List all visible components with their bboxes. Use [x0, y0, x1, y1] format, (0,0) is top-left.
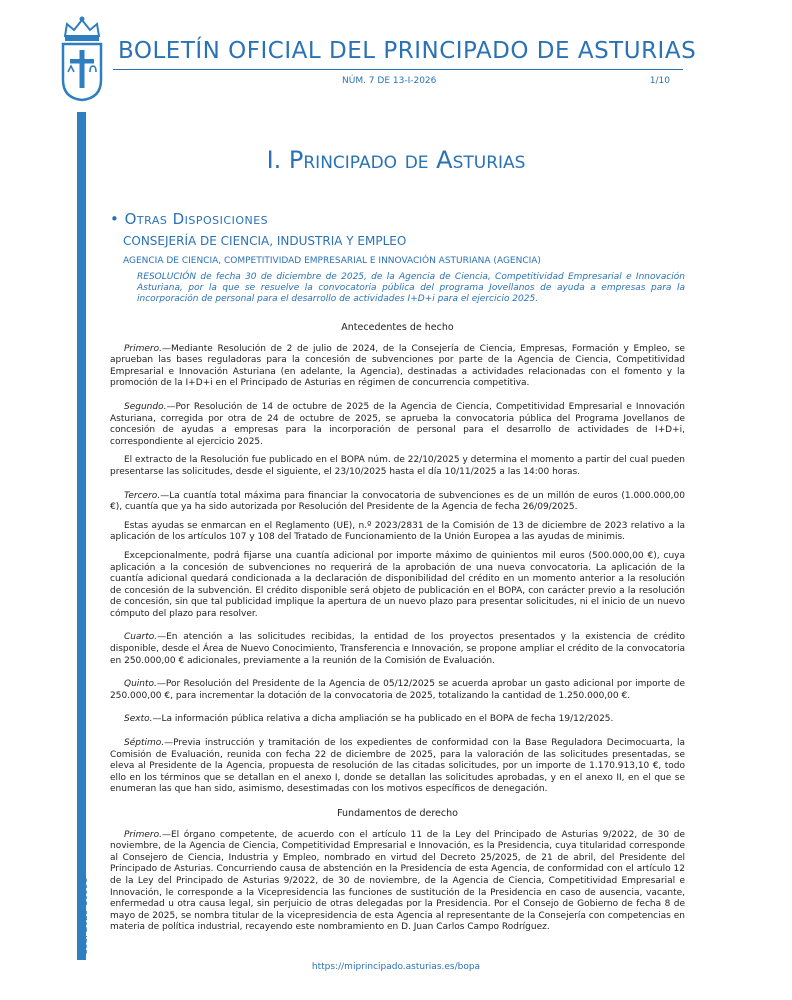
paragraph-lead: Sexto. [124, 714, 153, 725]
paragraph-text: —La información pública relativa a dicha ampliación se ha publicado en el BOPA de fecha 19/12/2025. [152, 714, 614, 725]
sidebar-bar [77, 112, 86, 960]
paragraph [110, 679, 685, 702]
subsection-title: • Otras Disposiciones [110, 210, 269, 228]
paragraph-lead: Cuarto. [124, 632, 158, 643]
resolution-summary: RESOLUCIÓN de fecha 30 de diciembre de 2025, de la Agencia de Ciencia, Competitividad Empresarial e Innovación Asturiana, por la que se resuelve la convocatoria pública del programa Jovellanos de ayuda a empresas para la incorporación de personal para el desarrollo de actividades I+D+i para el ejercicio 2025. [137, 272, 685, 304]
paragraph [110, 551, 685, 621]
antecedentes-heading: Antecedentes de hecho [341, 322, 454, 333]
paragraph [110, 521, 685, 544]
issue-number: NÚM. 7 DE 13-I-2026 [342, 76, 437, 86]
paragraph-text: —La cuantía total máxima para financiar la convocatoria de subvenciones es de un millón de euros (1.000.000,00 €), cuantía que ya ha sido autorizada por Resolución del Presidente de la Agencia de fecha 26/09/2025. [110, 490, 685, 513]
document-body [110, 322, 685, 941]
paragraph [110, 455, 685, 478]
paragraph-text: —En atención a las solicitudes recibidas, la entidad de los proyectos presentados y la existencia de crédito disponible, desde el Área de Nuevo Conocimiento, Transferencia e Innovación, se propone ampliar el crédito de la convocatoria en 250.000,00 € adicionales, previamente a la reunión de la Comisión de Evaluación. [110, 632, 685, 666]
paragraph-lead: Primero. [124, 343, 162, 354]
paragraph [110, 402, 685, 448]
asturias-coat-of-arms-logo [57, 14, 107, 102]
paragraph [110, 491, 685, 514]
section-title: I. Principado de Asturias [266, 146, 526, 174]
paragraph-lead: Séptimo. [124, 738, 165, 749]
ministry-name: CONSEJERÍA DE CIENCIA, INDUSTRIA Y EMPLEO [123, 234, 407, 248]
paragraph [110, 738, 685, 796]
paragraph-text: —Por Resolución del Presidente de la Agencia de 05/12/2025 se acuerda aprobar un gasto adicional por importe de 250.000,00 €, para incrementar la dotación de la convocatoria de 2025, totalizando la cantidad de 1.250.000,00 €. [110, 679, 685, 701]
paragraph-text: —Previa instrucción y tramitación de los expedientes de conformidad con la Base Reguladora Decimocuarta, la Comisión de Evaluación, reunida con fecha 22 de diciembre de 2025, para la valoración de las solicitudes presentadas, se eleva al Presidente de la Agencia, propuesta de resolución de las citadas solicitudes, por un importe de 1.170.913,10 €, todo ello en los términos que se detallan en el anexo I, donde se detallan las solicitudes aprobadas, y en el anexo II, en el que se enumeran las que han sido, asimismo, desestimadas con los motivos específicos de denegación. [110, 738, 685, 795]
footer-url[interactable]: https://miprincipado.asturias.es/bopa [311, 962, 481, 972]
header-rule [113, 69, 683, 70]
fundamentos-list [110, 830, 685, 934]
paragraph-lead: Quinto. [124, 679, 157, 690]
document-code: Cód. 2025-10998 [80, 876, 90, 955]
paragraph [110, 714, 685, 726]
agency-name: AGENCIA DE CIENCIA, COMPETITIVIDAD EMPRESARIAL E INNOVACIÓN ASTURIANA (AGENCIA) [123, 256, 541, 266]
paragraph-lead: Segundo. [124, 401, 167, 412]
paragraph-lead: Tercero. [124, 490, 161, 501]
paragraph [110, 632, 685, 667]
paragraph-lead: Primero. [124, 829, 162, 840]
paragraph [110, 830, 685, 934]
paragraph-text: —Por Resolución de 14 de octubre de 2025 de la Agencia de Ciencia, Competitividad Empresarial e Innovación Asturiana, corregida por otra de 24 de octubre de 2025, se aprueba la convocatoria pública del Programa Jovellanos de concesión de ayudas a empresas para la incorporación de personal para el desarrollo de actividades de I+D+i, correspondiente al ejercicio 2025. [110, 401, 685, 447]
paragraph-text: —Mediante Resolución de 2 de julio de 2024, de la Consejería de Ciencia, Empresas, Formación y Empleo, se aprueban las bases reguladoras para la concesión de subvenciones por parte de la Agencia de Ciencia, Competitividad Empresarial e Innovación Asturiana (en adelante, la Agencia), destinadas a actividades relacionadas con el fomento y la promoción de la I+D+i en el Principado de Asturias en régimen de concurrencia competitiva. [110, 343, 685, 389]
paragraph-text: Estas ayudas se enmarcan en el Reglamento (UE), n.º 2023/2831 de la Comisión de 13 de diciembre de 2023 relativo a la aplicación de los artículos 107 y 108 del Tratado de Funcionamiento de la Unión Europea a las ayudas de minimis. [110, 520, 685, 543]
antecedentes-list [110, 344, 685, 796]
paragraph-text: El extracto de la Resolución fue publicado en el BOPA núm. de 22/10/2025 y determina el momento a partir del cual pueden presentarse las solicitudes, desde el siguiente, el 23/10/2025 hasta el día 10/11/2025 a las 14:00 horas. [110, 455, 685, 477]
fundamentos-heading: Fundamentos de derecho [337, 808, 458, 819]
paragraph-text: Excepcionalmente, podrá fijarse una cuantía adicional por importe máximo de quinientos mil euros (500.000,00 €), cuya aplicación a la concesión de subvenciones no requerirá de la aprobación de una nueva convocatoria. La aplicación de la cuantía adicional quedará condicionada a la declaración de disponibilidad del crédito en un momento anterior a la resolución de concesión de la subvención. El crédito disponible será objeto de publicación en el BOPA, con carácter previo a la resolución de concesión, sin que tal publicidad implique la apertura de un nuevo plazo para presentar solicitudes, ni el inicio de un nuevo cómputo del plazo para resolver. [110, 550, 685, 619]
paragraph [110, 344, 685, 390]
paragraph-text: —El órgano competente, de acuerdo con el artículo 11 de la Ley del Principado de Asturias 9/2022, de 30 de noviembre, de la Agencia de Ciencia, Competitividad Empresarial e Innovación, es la Presidencia, cuya titularidad corresponde al Consejero de Ciencia, Industria y Empleo, nombrado en virtud del Decreto 25/2025, de 21 de abril, del Presidente del Principado de Asturias. Concurriendo causa de abstención en la Presidencia de esta Agencia, de conformidad con el artículo 12 de la Ley del Principado de Asturias 9/2022, de 30 de noviembre, de la Agencia de Ciencia, Competitividad Empresarial e Innovación, le corresponde a la Vicepresidencia las funciones de sustitución de la Presidencia en caso de ausencia, vacante, enfermedad u otra causa legal, sin perjuicio de otras delegadas por la Presidencia. Por el Consejo de Gobierno de fecha 8 de mayo de 2025, se nombra titular de la vicepresidencia de esta Agencia al representante de la Consejería con competencias en materia de política industrial, recayendo este nombramiento en D. Juan Carlos Campo Rodríguez. [110, 829, 685, 933]
masthead-title: BOLETÍN OFICIAL DEL PRINCIPADO DE ASTURIAS [118, 38, 697, 64]
page-number: 1/10 [649, 76, 670, 86]
